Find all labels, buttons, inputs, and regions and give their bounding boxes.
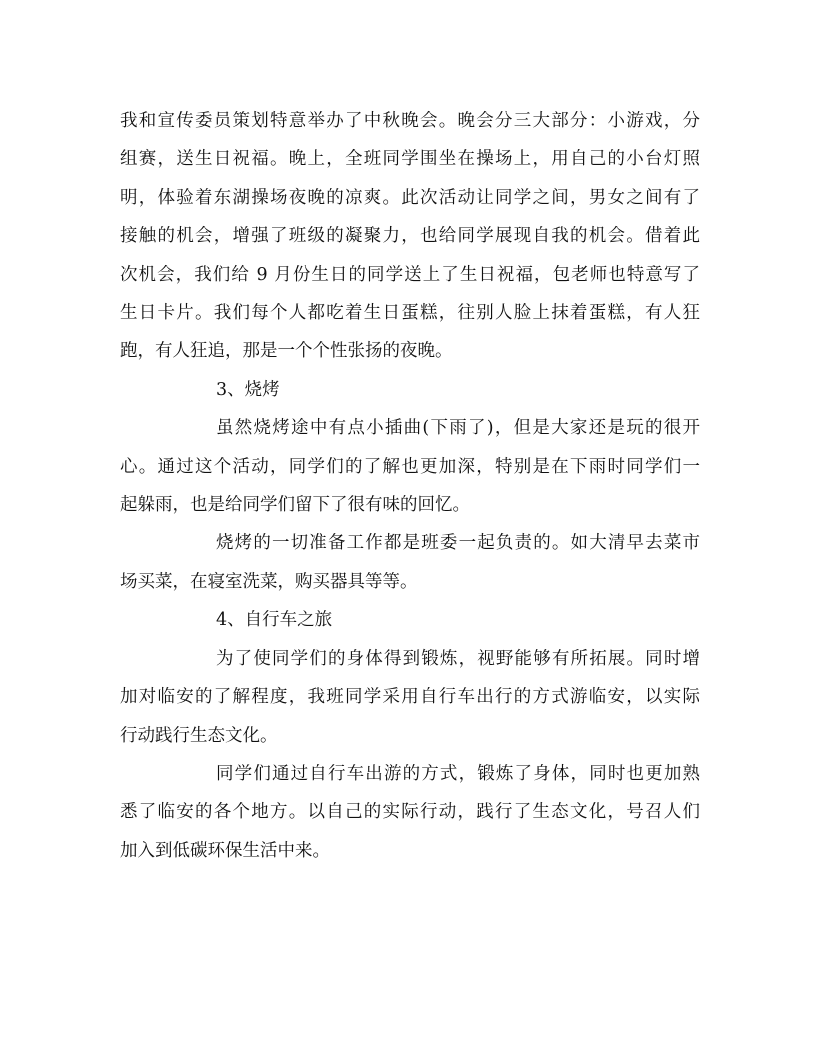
text-line: 烧烤的一切准备工作都是班委一起负责的。如大清早去菜市 (216, 533, 700, 554)
paragraph-bicycle-outcome (120, 755, 700, 870)
paragraph-bicycle-purpose (120, 640, 700, 755)
text-line: 行动践行生态文化。 (120, 725, 278, 746)
text-line: 生日卡片。我们每个人都吃着生日蛋糕，往别人脸上抹着蛋糕，有人狂 (120, 303, 700, 324)
text-line: 跑，有人狂追，那是一个个性张扬的夜晚。 (120, 341, 453, 362)
document-body (120, 102, 700, 870)
paragraph-mid-autumn-party (120, 102, 700, 371)
text-line: 我和宣传委员策划特意举办了中秋晚会。晚会分三大部分：小游戏，分 (120, 111, 700, 131)
text-line: 组赛，送生日祝福。晚上，全班同学围坐在操场上，用自己的小台灯照 (120, 149, 700, 170)
text-line: 场买菜，在寝室洗菜，购买器具等等。 (120, 571, 418, 592)
text-line: 悉了临安的各个地方。以自己的实际行动，践行了生态文化，号召人们 (120, 802, 700, 823)
text-line: 加入到低碳环保生活中来。 (120, 840, 330, 861)
text-line: 明，体验着东湖操场夜晚的凉爽。此次活动让同学之间，男女之间有了 (120, 187, 700, 208)
paragraph-barbecue-preparation (120, 524, 700, 601)
text-line: 次机会，我们给 9 月份生日的同学送上了生日祝福，包老师也特意写了 (120, 264, 700, 285)
text-line: 为了使同学们的身体得到锻炼，视野能够有所拓展。同时增 (216, 648, 700, 669)
text-line: 起躲雨，也是给同学们留下了很有味的回忆。 (120, 495, 470, 516)
section-heading-barbecue: 3、烧烤 (216, 379, 280, 400)
text-line: 接触的机会，增强了班级的凝聚力，也给同学展现自我的机会。借着此 (120, 226, 700, 247)
text-line: 同学们通过自行车出游的方式，锻炼了身体，同时也更加熟 (216, 763, 700, 784)
section-heading-bicycle-trip: 4、自行车之旅 (216, 610, 333, 631)
text-line: 虽然烧烤途中有点小插曲(下雨了)，但是大家还是玩的很开 (216, 418, 700, 439)
text-line: 心。通过这个活动，同学们的了解也更加深，特别是在下雨时同学们一 (120, 456, 700, 477)
text-line: 加对临安的了解程度，我班同学采用自行车出行的方式游临安，以实际 (120, 687, 700, 708)
paragraph-barbecue-rain (120, 409, 700, 524)
